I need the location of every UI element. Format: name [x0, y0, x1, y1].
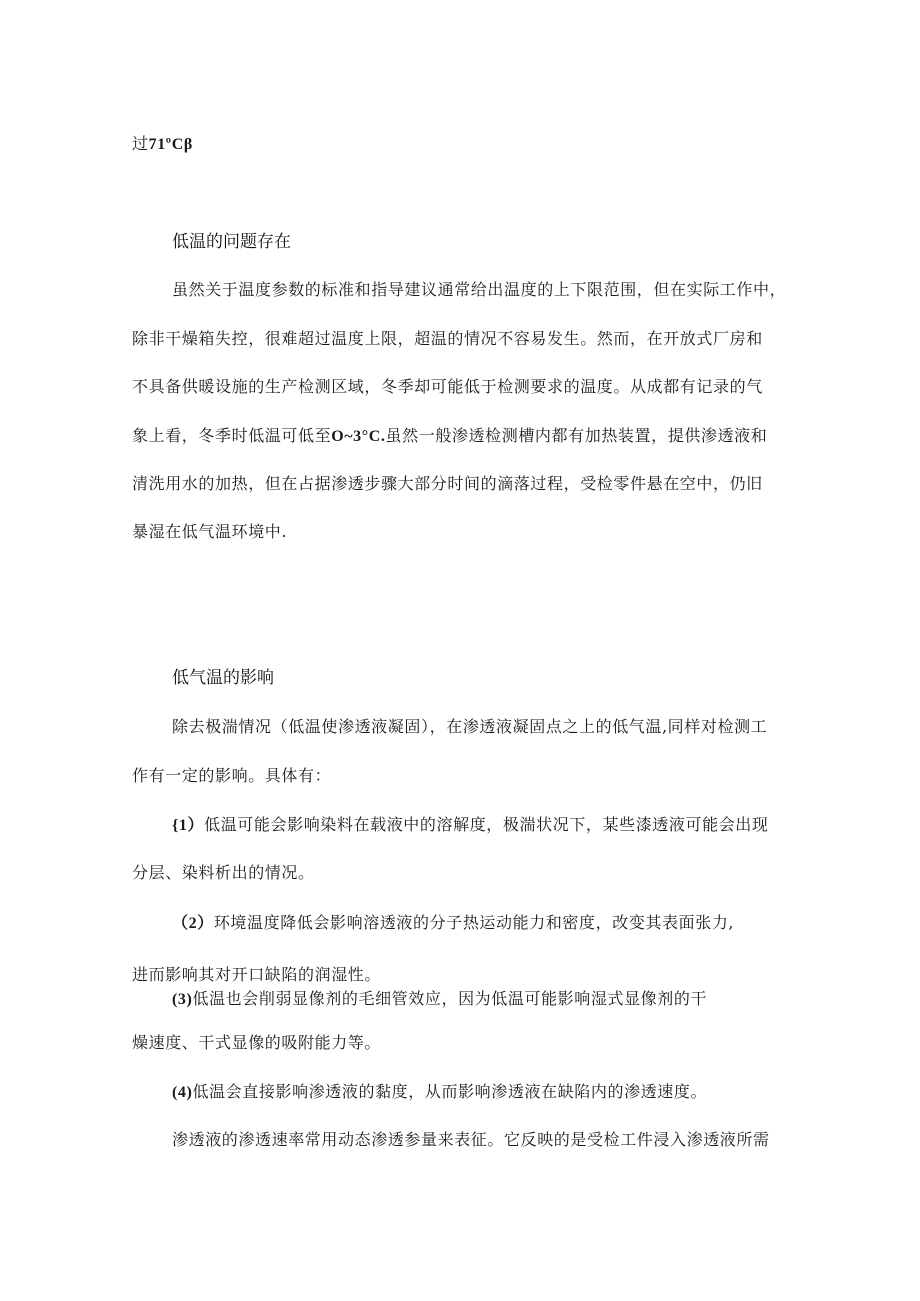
list-item-2	[172, 913, 734, 934]
text-line-top-fragment	[132, 134, 193, 155]
list-item-1	[172, 815, 769, 836]
paragraph-line: 作有一定的影响。具体有：	[132, 766, 332, 785]
paragraph-line	[132, 426, 767, 447]
list-marker: (4)	[172, 1084, 193, 1101]
paragraph-line: 暴湿在低气温环境中.	[132, 522, 288, 541]
paragraph-line: 渗透液的渗透速率常用动态渗透参量来表征。它反映的是受检工件浸入渗透液所需	[172, 1130, 770, 1149]
paragraph-line: 清洗用水的加热，但在占据渗透步骤大部分时间的滴落过程，受检零件悬在空中，仍旧	[132, 474, 763, 493]
list-item-text: 低温会直接影响渗透液的黏度，从而影响渗透液在缺陷内的渗透速度。	[192, 1082, 708, 1101]
list-item-4	[172, 1082, 707, 1103]
list-marker: (3)	[172, 991, 193, 1008]
paragraph-line: 除非干燥箱失控，很难超过温度上限，超温的情况不容易发生。然而，在开放式厂房和	[132, 329, 763, 348]
paragraph-line: 虽然关于温度参数的标准和指导建议通常给出温度的上下限范围，但在实际工作中，	[172, 280, 787, 299]
list-item-3	[172, 989, 707, 1010]
list-item-text: 环境温度降低会影响溶透液的分子热运动能力和密度，改变其表面张力,	[213, 913, 735, 932]
top-fragment-prefix: 过	[132, 134, 149, 153]
top-fragment-temperature: 71ºCβ	[148, 136, 193, 153]
list-marker: （2）	[172, 915, 214, 932]
list-item-text: 低温可能会影响染料在载液中的溶解度，极湍状况下，某些漆透液可能会出现	[204, 815, 769, 834]
section-heading-low-air-temp-effects: 低气温的影响	[172, 668, 274, 688]
paragraph-line: 不具备供暖设施的生产检测区域，冬季却可能低于检测要求的温度。从成都有记录的气	[132, 377, 763, 396]
paragraph-text: 虽然一般渗透检测槽内都有加热装置，提供渗透液和	[385, 426, 768, 445]
list-item-2-continuation: 进而影响其对开口缺陷的润湿性。	[132, 965, 382, 984]
temperature-range-value: O~3°C.	[331, 428, 386, 445]
list-item-text: 低温也会削弱显像剂的毛细管效应，因为低温可能影响湿式显像剂的干	[192, 989, 708, 1008]
list-marker: {1）	[172, 817, 205, 834]
paragraph-text: 象上看，冬季时低温可低至	[132, 426, 332, 445]
paragraph-line: 除去极湍情况（低温使渗透液凝固），在渗透液凝固点之上的低气温,同样对检测工	[172, 717, 768, 736]
list-item-3-continuation: 燥速度、干式显像的吸附能力等。	[132, 1033, 382, 1052]
section-heading-low-temp-problem: 低温的问题存在	[172, 232, 291, 252]
list-item-1-continuation: 分层、染料析出的情况。	[132, 863, 315, 882]
